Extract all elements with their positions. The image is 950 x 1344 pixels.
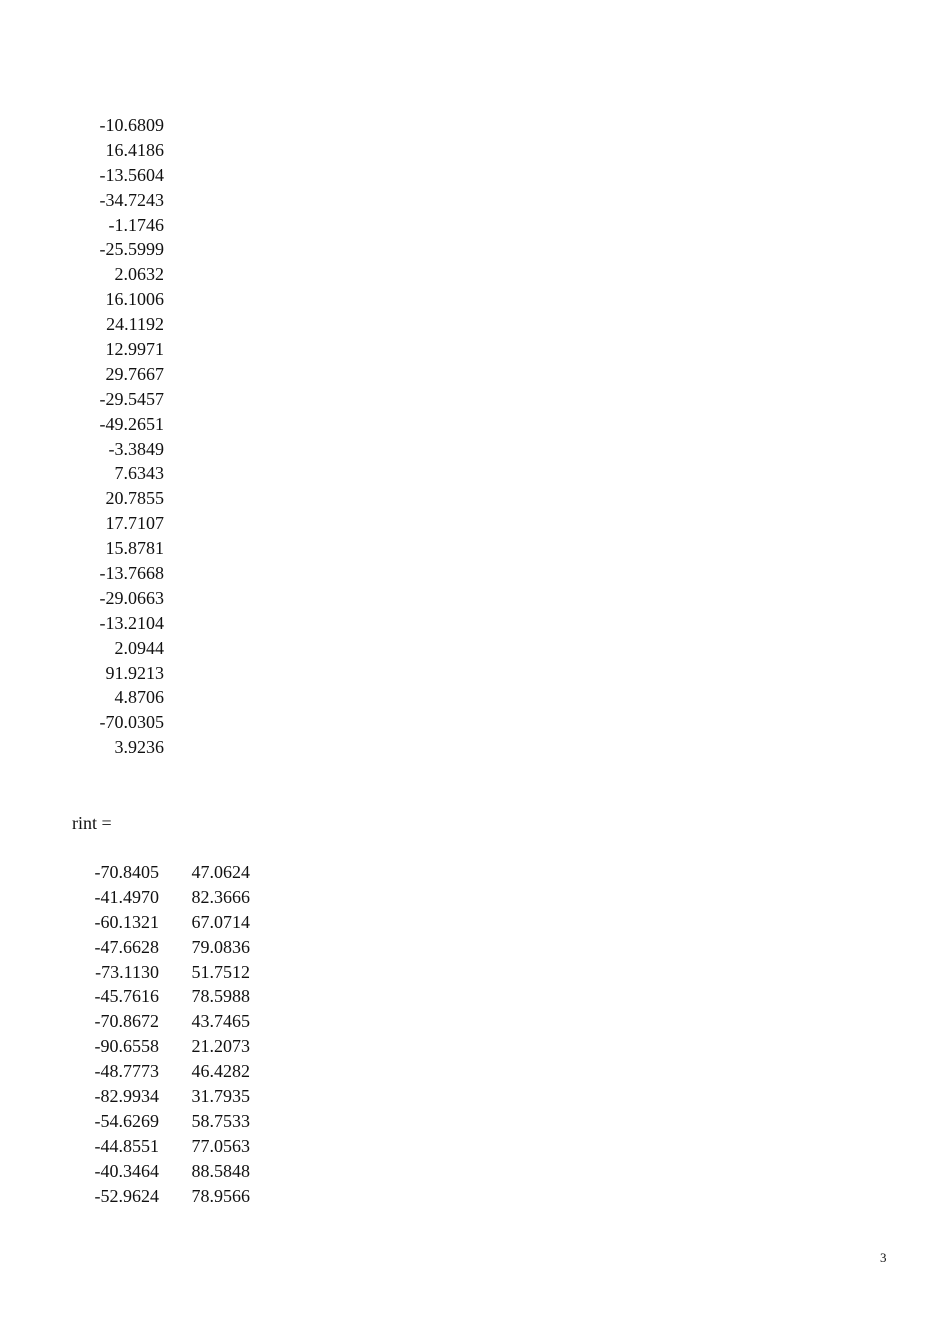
value-cell: -25.5999 <box>99 239 164 260</box>
value-cell: -29.0663 <box>99 587 164 608</box>
rint-lower-cell: -60.1321 <box>94 911 159 932</box>
value-cell: -13.7668 <box>99 563 164 584</box>
rint-row <box>55 1184 250 1209</box>
value-row <box>60 536 164 561</box>
value-row <box>60 213 164 238</box>
value-row <box>60 412 164 437</box>
rint-row <box>55 860 250 885</box>
rint-lower-cell: -54.6269 <box>94 1110 159 1131</box>
value-cell: -1.1746 <box>108 214 164 235</box>
value-row <box>60 113 164 138</box>
value-row <box>60 337 164 362</box>
rint-lower-cell: -41.4970 <box>94 886 159 907</box>
value-row <box>60 661 164 686</box>
value-row <box>60 237 164 262</box>
rint-lower-cell: -40.3464 <box>94 1160 159 1181</box>
rint-row <box>55 935 250 960</box>
rint-values-table <box>55 860 250 1208</box>
page-number: 3 <box>880 1250 887 1265</box>
rint-lower-cell: -90.6558 <box>94 1036 159 1057</box>
value-cell: 7.6343 <box>114 463 164 484</box>
rint-upper-cell: 88.5848 <box>191 1160 250 1181</box>
rint-upper-cell: 51.7512 <box>191 961 250 982</box>
value-cell: 15.8781 <box>105 538 164 559</box>
value-row <box>60 188 164 213</box>
value-row <box>60 138 164 163</box>
value-cell: 3.9236 <box>114 737 164 758</box>
value-cell: 91.9213 <box>105 662 164 683</box>
value-row <box>60 312 164 337</box>
value-row <box>60 262 164 287</box>
rint-upper-cell: 77.0563 <box>191 1135 250 1156</box>
value-row <box>60 387 164 412</box>
rint-row <box>55 1134 250 1159</box>
rint-lower-cell: -44.8551 <box>94 1135 159 1156</box>
rint-lower-cell: -45.7616 <box>94 986 159 1007</box>
value-row <box>60 586 164 611</box>
value-row <box>60 163 164 188</box>
rint-lower-cell: -82.9934 <box>94 1086 159 1107</box>
rint-row <box>55 1059 250 1084</box>
value-row <box>60 685 164 710</box>
value-cell: -3.3849 <box>108 438 164 459</box>
rint-lower-cell: -52.9624 <box>94 1185 159 1206</box>
rint-upper-cell: 58.7533 <box>191 1110 250 1131</box>
value-row <box>60 561 164 586</box>
rint-row <box>55 1159 250 1184</box>
value-cell: 20.7855 <box>105 488 164 509</box>
value-row <box>60 636 164 661</box>
value-row <box>60 486 164 511</box>
value-cell: 17.7107 <box>105 513 164 534</box>
value-row <box>60 735 164 760</box>
rint-row <box>55 1084 250 1109</box>
value-cell: 16.1006 <box>105 289 164 310</box>
value-cell: 4.8706 <box>114 687 164 708</box>
value-row <box>60 611 164 636</box>
value-cell: -13.2104 <box>99 612 164 633</box>
rint-lower-cell: -48.7773 <box>94 1061 159 1082</box>
rint-upper-cell: 82.3666 <box>191 886 250 907</box>
rint-upper-cell: 43.7465 <box>191 1011 250 1032</box>
value-row <box>60 362 164 387</box>
rint-row <box>55 984 250 1009</box>
value-cell: 2.0944 <box>114 637 164 658</box>
rint-lower-cell: -47.6628 <box>94 936 159 957</box>
value-cell: -10.6809 <box>99 115 164 135</box>
value-cell: -70.0305 <box>99 712 164 733</box>
rint-row <box>55 885 250 910</box>
rint-upper-cell: 67.0714 <box>191 911 250 932</box>
rint-lower-cell: -70.8405 <box>94 862 159 882</box>
value-row <box>60 710 164 735</box>
rint-upper-cell: 31.7935 <box>191 1086 250 1107</box>
value-row <box>60 287 164 312</box>
value-cell: 12.9971 <box>105 339 164 360</box>
rint-upper-cell: 21.2073 <box>191 1036 250 1057</box>
residual-values-column <box>60 113 164 760</box>
value-cell: 24.1192 <box>106 314 164 335</box>
rint-row <box>55 910 250 935</box>
value-cell: -29.5457 <box>99 388 164 409</box>
rint-row <box>55 1034 250 1059</box>
value-cell: 16.4186 <box>105 139 164 160</box>
value-cell: -49.2651 <box>99 413 164 434</box>
value-row <box>60 461 164 486</box>
value-row <box>60 511 164 536</box>
value-cell: 29.7667 <box>105 363 164 384</box>
value-cell: 2.0632 <box>114 264 164 285</box>
rint-upper-cell: 78.9566 <box>191 1185 250 1206</box>
rint-lower-cell: -70.8672 <box>94 1011 159 1032</box>
value-row <box>60 437 164 462</box>
value-cell: -13.5604 <box>99 164 164 185</box>
rint-upper-cell: 47.0624 <box>191 862 250 882</box>
rint-upper-cell: 79.0836 <box>191 936 250 957</box>
value-cell: -34.7243 <box>99 189 164 210</box>
rint-upper-cell: 46.4282 <box>191 1061 250 1082</box>
rint-row <box>55 960 250 985</box>
rint-row <box>55 1009 250 1034</box>
rint-lower-cell: -73.1130 <box>95 961 159 982</box>
rint-upper-cell: 78.5988 <box>191 986 250 1007</box>
rint-variable-label: rint = <box>72 813 112 833</box>
rint-row <box>55 1109 250 1134</box>
